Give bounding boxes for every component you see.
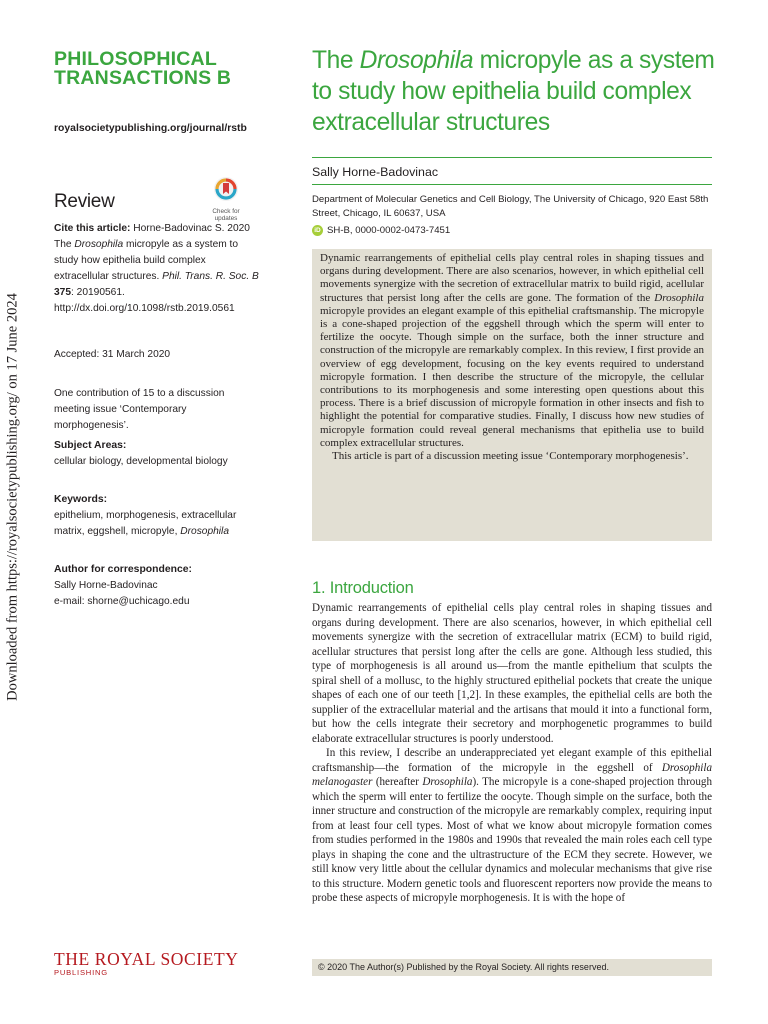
journal-url-link[interactable]: royalsocietypublishing.org/journal/rstb [54, 123, 247, 134]
author-name: Sally Horne-Badovinac [312, 165, 439, 179]
download-stamp [3, 292, 23, 702]
cite-authors-year: Horne-Badovinac S. 2020 [133, 223, 250, 234]
affiliation: Department of Molecular Genetics and Cell Biology, The University of Chicago, 920 East 58th Street, Chicago, IL 60637, USA [312, 194, 709, 219]
check-updates-line1: Check for [212, 208, 240, 215]
subject-areas-block [54, 438, 259, 470]
contribution-note: One contribution of 15 to a discussion meeting issue ‘Contemporary morphogenesis’. [54, 388, 225, 431]
cite-volume: 375 [54, 287, 71, 298]
royal-society-logo [54, 950, 239, 977]
cite-article-number: : 20190561. [71, 287, 125, 298]
keywords-heading: Keywords: [54, 494, 108, 505]
correspondence-name: Sally Horne-Badovinac [54, 580, 158, 591]
journal-name-line1: PHILOSOPHICAL [54, 48, 217, 70]
abstract-italic: Drosophila [654, 291, 704, 304]
abstract-text-b: micropyle provides an elegant example of this epithelial craftsmanship. The micropyle is a cone-shaped projection of the eggshell through which the sperm will enter to fertilize the oocyte. Though simple on the surface, both the inner structure and construction of the micropyle are remarkably complex. In this review, I first provide an overview of egg development, focusing on the key events required to understand micropyle formation. I then describe the structure of the micropyle, the cellular contributions to its morphogenesis and some interesting open questions about this process. There is a brief discussion of micropyle formation in other insects and fish to highlight the potential for comparative studies. Finally, I discuss how new studies of micropyle formation could reveal general mechanisms that epithelia use to build complex extracellular structures. [320, 304, 704, 449]
logo-line1: THE ROYAL SOCIETY [54, 949, 239, 969]
accepted-date: Accepted: 31 March 2020 [54, 349, 171, 360]
abstract-paragraph [320, 252, 704, 450]
cite-lead: The [54, 239, 72, 250]
orcid-line[interactable] [312, 225, 450, 236]
keywords-italic: Drosophila [180, 526, 229, 537]
cite-journal-abbrev: Phil. Trans. R. Soc. B [162, 271, 259, 282]
subject-areas-value: cellular biology, developmental biology [54, 456, 228, 467]
cite-italic-genus: Drosophila [74, 239, 124, 250]
title-italic-genus: Drosophila [359, 47, 474, 74]
body-p2-italic-genus: Drosophila [422, 776, 473, 788]
journal-name-line2: TRANSACTIONS B [54, 67, 232, 89]
check-for-updates-icon [213, 176, 239, 202]
section-heading: 1. Introduction [312, 579, 414, 597]
body-paragraph-2 [312, 746, 712, 906]
correspondence-heading: Author for correspondence: [54, 564, 192, 575]
correspondence-email[interactable]: e-mail: shorne@uchicago.edu [54, 596, 190, 607]
keywords-block [54, 492, 259, 540]
doi-link[interactable]: http://dx.doi.org/10.1098/rstb.2019.0561 [54, 303, 235, 314]
check-updates-line2: updates [214, 215, 238, 222]
body-p2-text-a: In this review, I describe an underappreciated yet elegant example of this epithelial craftsmanship—the formation of the micropyle in the eggshell of [312, 747, 712, 774]
orcid-icon: iD [312, 225, 323, 236]
cite-label: Cite this article: [54, 223, 131, 234]
journal-masthead [54, 50, 274, 88]
abstract-text-a: Dynamic rearrangements of epithelial cells play central roles in shaping tissues and organs during development. There are also scenarios, however, in which epithelial cell movements synergize with the secretion of extracellular matrix to build rigid, acellular structures that persist long after the cells are gone. The formation of the [320, 252, 704, 304]
title-part2: micropyle as a system to study how epithelia build complex extracellular structures [312, 47, 715, 136]
orcid-text: SH-B, 0000-0002-0473-7451 [327, 225, 451, 236]
abstract-box [312, 249, 712, 541]
body-p2-text-c: ). The micropyle is a cone-shaped projection through which the sperm will enter to fertilize the oocyte. Though simple on the surface, both the inner structure and construction of the micropyle are remarkably complex, requiring input from at least four cell types. Most of what we know about micropyle formation comes from studies performed in the 1980s and 1990s that revealed the main roles each cell type plays in shaping the cone and the ultrastructure of the ECM they secrete. However, we still know very little about the cellular dynamics and molecular mechanisms that give rise to this structure. Modern genetic tools and fluorescent reporters now provide the means to probe these aspects of micropyle morphogenesis. It is with the hope of [312, 776, 712, 904]
body-p2-italic-species: Drosophila melanogaster [312, 761, 712, 788]
copyright-bar: © 2020 The Author(s) Published by the Royal Society. All rights reserved. [312, 959, 712, 976]
body-text [312, 601, 712, 906]
check-for-updates-badge[interactable] [205, 176, 247, 222]
cite-title-rest: micropyle as a system to study how epithelia build complex extracellular structures. [54, 239, 239, 282]
keywords-value: epithelium, morphogenesis, extracellular matrix, eggshell, micropyle, [54, 510, 237, 537]
article-title [312, 45, 732, 138]
article-type: Review [54, 191, 115, 212]
title-rule [312, 157, 712, 158]
correspondence-block [54, 562, 259, 610]
body-p2-text-b: (hereafter [375, 776, 419, 788]
author-rule [312, 184, 712, 185]
download-stamp-text: Downloaded from https://royalsocietypublishing.org/ on 17 June 2024 [4, 293, 21, 701]
abstract-issue-note: This article is part of a discussion meeting issue ‘Contemporary morphogenesis’. [332, 450, 689, 463]
body-paragraph-1: Dynamic rearrangements of epithelial cells play central roles in shaping tissues and organs during development. There are also scenarios, however, in which epithelial cell movements synergize with the secretion of extracellular matrix (ECM) to build rigid, acellular structures that persist long after the cells are gone. Although less studied, this type of morphogenesis is all around us—from the mantle epithelium that sculpts the spiral shell of a mollusc, to the highly structured epithelial pockets that create the unique shapes of each one of our teeth [1,2]. In these examples, the epithelial cells are both the supplier of the extracellular material and the artisans that mould it into a functional form, but how the cells integrate their secretory and morphogenetic programmes to build elaborate extracellular structures is poorly understood. [312, 602, 712, 745]
subject-areas-heading: Subject Areas: [54, 440, 127, 451]
citation-block [54, 221, 259, 317]
title-part1: The [312, 47, 354, 74]
logo-line2: PUBLISHING [54, 968, 108, 977]
